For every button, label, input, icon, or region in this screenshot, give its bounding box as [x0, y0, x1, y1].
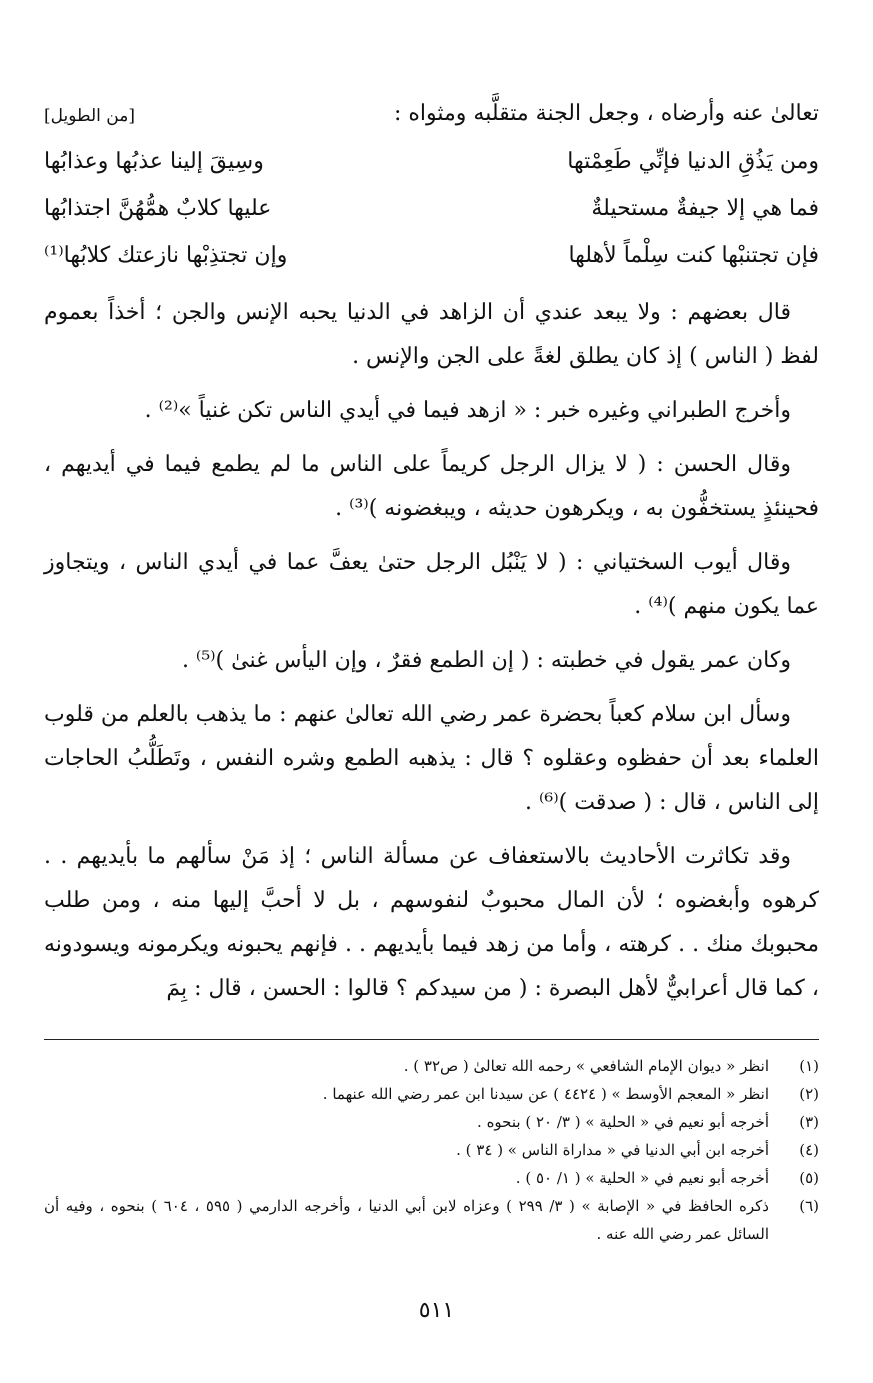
footnote [44, 1164, 819, 1192]
footnote [44, 1192, 819, 1248]
footnote-number: (٦) [799, 1197, 819, 1215]
paragraph: وكان عمر يقول في خطبته : ( إن الطمع فقرٌ ، وإن اليأس غنىٰ )⁽⁵⁾ . [181, 648, 791, 673]
footnote-number: (١) [799, 1057, 819, 1075]
footnote-text: انظر « المعجم الأوسط » ( ٤٤٢٤ ) عن سيدنا ابن عمر رضي الله عنهما . [322, 1085, 769, 1103]
page-number: ٥١١ [418, 1298, 455, 1323]
footnote [44, 1080, 819, 1108]
paragraph: وسأل ابن سلام كعباً بحضرة عمر رضي الله تعالىٰ عنهم : ما يذهب بالعلم من قلوب العلماء بعد أن حفظوه وعقلوه ؟ قال : يذهبه الطمع وشره النفس ، وتَطَلُّبُ الحاجات إلى الناس ، قال : ( صدقت )⁽⁶⁾ . [44, 702, 819, 815]
footnote-number: (٥) [799, 1169, 819, 1187]
intro-text: تعالىٰ عنه وأرضاه ، وجعل الجنة متقلَّبه ومثواه : [393, 101, 819, 126]
intro-line [44, 92, 819, 136]
poem [44, 138, 819, 279]
verse-second-hemistich: وسِيقَ إلينا عذبُها وعذابُها [44, 149, 264, 174]
footnote-text: ذكره الحافظ في « الإصابة » ( ٣/ ٢٩٩ ) وعزاه لابن أبي الدنيا ، وأخرجه الدارمي ( ٥٩٥ ، ٦٠٤ ) بنحوه ، وفيه أن السائل عمر رضي الله عنه . [44, 1197, 769, 1243]
verse-first-hemistich: فما هي إلا جيفةٌ مستحيلةٌ [591, 196, 819, 221]
footnote-text: أخرجه أبو نعيم في « الحلية » ( ٣/ ٢٠ ) بنحوه . [477, 1113, 769, 1131]
meter-label: [من الطويل] [44, 106, 135, 126]
verse-line [44, 138, 819, 185]
footnote-divider [44, 1039, 819, 1040]
footnote-number: (٢) [799, 1085, 819, 1103]
paragraph: قال بعضهم : ولا يبعد عندي أن الزاهد في الدنيا يحبه الإنس والجن ؛ أخذاً بعموم لفظ ( الناس ) إذ كان يطلق لغةً على الجن والإنس . [44, 300, 819, 369]
paragraph: وقد تكاثرت الأحاديث بالاستعفاف عن مسألة الناس ؛ إذ مَنْ سألهم ما بأيديهم . . كرهوه وأبغضوه ؛ لأن المال محبوبٌ لنفوسهم ، بل لا أحبَّ إليها منه ، ومن طلب محبوبك منك . . كرهته ، وأما من زهد فيما بأيديهم . . فإنهم يحبونه ويكرمونه ويسودونه ، كما قال أعرابيٌّ لأهل البصرة : ( من سيدكم ؟ قالوا : الحسن ، قال : بِمَ [44, 844, 819, 1001]
paragraph: وقال أيوب السختياني : ( لا يَنْبُل الرجل حتىٰ يعفَّ عما في أيدي الناس ، ويتجاوز عما يكون منهم )⁽⁴⁾ . [44, 550, 819, 619]
footnote [44, 1052, 819, 1080]
footnotes [44, 1052, 819, 1248]
footnote-number: (٤) [799, 1141, 819, 1159]
verse-first-hemistich: فإن تجتنبْها كنت سِلْماً لأهلها [568, 243, 819, 268]
footnote [44, 1108, 819, 1136]
paragraph: وأخرج الطبراني وغيره خبر : « ازهد فيما في أيدي الناس تكن غنياً »⁽²⁾ . [144, 398, 791, 423]
paragraph: وقال الحسن : ( لا يزال الرجل كريماً على الناس ما لم يطمع فيما في أيديهم ، فحينئذٍ يستخفُّون به ، ويكرهون حديثه ، ويبغضونه )⁽³⁾ . [44, 452, 819, 521]
footnote-number: (٣) [799, 1113, 819, 1131]
verse-second-hemistich: وإن تجتذِبْها نازعتك كلابُها⁽¹⁾ [44, 243, 288, 268]
page-body [44, 92, 819, 1021]
verse-first-hemistich: ومن يَذُقِ الدنيا فإنِّي طَعِمْتها [567, 149, 819, 174]
verse-line [44, 232, 819, 279]
footnote [44, 1136, 819, 1164]
footnote-text: أخرجه ابن أبي الدنيا في « مداراة الناس » ( ٣٤ ) . [456, 1141, 769, 1159]
footnote-text: أخرجه أبو نعيم في « الحلية » ( ١/ ٥٠ ) . [515, 1169, 769, 1187]
verse-second-hemistich: عليها كلابٌ همُّهُنَّ اجتذابُها [44, 196, 272, 221]
verse-line [44, 185, 819, 232]
footnote-text: انظر « ديوان الإمام الشافعي » رحمه الله تعالىٰ ( ص٣٢ ) . [403, 1057, 769, 1075]
